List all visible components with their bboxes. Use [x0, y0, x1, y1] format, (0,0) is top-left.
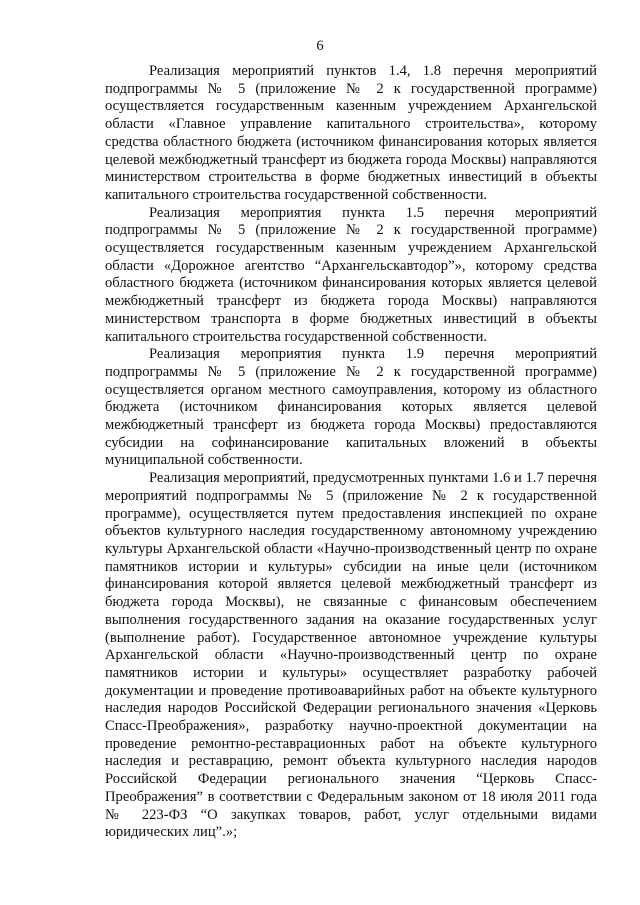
page-number: 6 [316, 38, 324, 54]
document-body [105, 63, 597, 842]
paragraph-item-1-5: Реализация мероприятия пункта 1.5 перечня мероприятий подпрограммы № 5 (приложение № 2 к государственной программе) осуществляется государственным казенным учреждением Архангельской области «Дорожное агентство “Архангельскавтодор”», которому средства областного бюджета (источником финансирования которых является целевой межбюджетный трансферт из бюджета города Москвы) направляются министерством транспорта в форме бюджетных инвестиций в объекты капитального строительства государственной собственности. [105, 204, 597, 345]
paragraph-items-1-4-1-8: Реализация мероприятий пунктов 1.4, 1.8 перечня мероприятий подпрограммы № 5 (приложение № 2 к государственной программе) осуществляется государственным казенным учреждением Архангельской области «Главное управление капитального строительства», которому средства областного бюджета (источником финансирования которых является целевой межбюджетный трансферт из бюджета города Москвы) направляются министерством строительства в форме бюджетных инвестиций в объекты капитального строительства государственной собственности. [105, 63, 597, 203]
paragraph-items-1-6-1-7: Реализация мероприятий, предусмотренных пунктами 1.6 и 1.7 перечня мероприятий подпрограммы № 5 (приложение № 2 к государственной программе), осуществляется путем предоставления инспекцией по охране объектов культурного наследия государственному автономному учреждению культуры Архангельской области «Научно-производственный центр по охране памятников истории и культуры» субсидии на иные цели (источником финансирования которой является целевой межбюджетный трансферт из бюджета города Москвы), не связанные с финансовым обеспечением выполнения государственного задания на оказание государственных услуг (выполнение работ). Государственное автономное учреждение культуры Архангельской области «Научно-производственный центр по охране памятников истории и культуры» осуществляет разработку рабочей документации и проведение противоаварийных работ на объекте культурного наследия народов Российской Федерации регионального значения «Церковь Спасс-Преображения», разработку научно-проектной документации на проведение ремонтно-реставрационных работ на объекте культурного наследия и реставрацию, ремонт объекта культурного наследия народов Российской Федерации регионального значения “Церковь Спасс-Преображения” в соответствии с Федеральным законом от 18 июля 2011 года № 223-ФЗ “О закупках товаров, работ, услуг отдельными видами юридических лиц”.»; [105, 470, 597, 841]
paragraph-item-1-9: Реализация мероприятия пункта 1.9 перечня мероприятий подпрограммы № 5 (приложение № 2 к государственной программе) осуществляется органом местного самоуправления, которому из областного бюджета (источником финансирования которых является целевой межбюджетный трансферт из бюджета города Москвы) предоставляются субсидии на софинансирование капитальных вложений в объекты муниципальной собственности. [105, 346, 597, 469]
